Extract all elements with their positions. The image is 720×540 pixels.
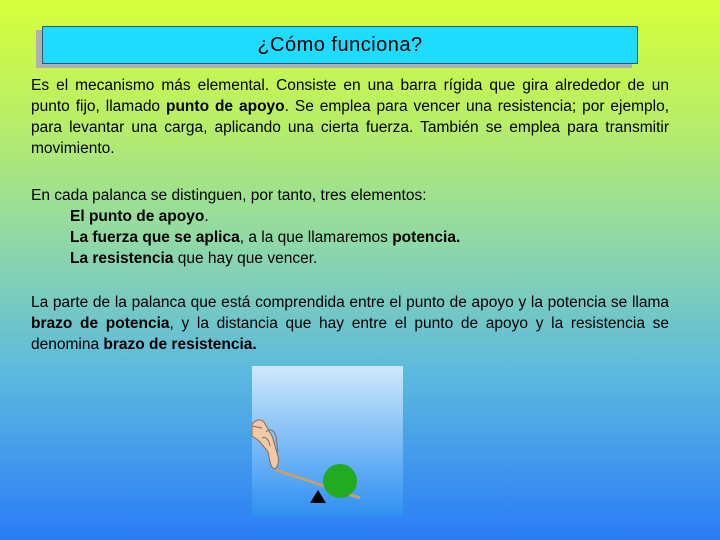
- title-box: [42, 26, 638, 64]
- element-fulcrum-bold: El punto de apoyo: [70, 208, 205, 225]
- element-item-fulcrum: [31, 206, 669, 227]
- element-resistance-rest: que hay que vencer.: [173, 250, 318, 267]
- element-resistance-bold: La resistencia: [70, 250, 174, 267]
- lever-diagram: [252, 366, 403, 517]
- arms-bold-power: brazo de potencia: [31, 315, 170, 332]
- resistance-ball: [323, 464, 357, 498]
- element-item-force: [31, 227, 669, 248]
- element-force-bold: La fuerza que se aplica: [70, 229, 240, 246]
- arms-text-b: , y la distancia que hay entre el punto de apoyo y la resistencia se denomina: [31, 315, 669, 353]
- paragraph-elements: [31, 185, 669, 269]
- fulcrum-triangle: [310, 490, 326, 503]
- arms-text-a: La parte de la palanca que está comprendida entre el punto de apoyo y la potencia se llama: [31, 294, 669, 311]
- elements-intro: En cada palanca se distinguen, por tanto, tres elementos:: [31, 187, 427, 204]
- pointing-hand-icon: [252, 420, 278, 469]
- element-force-bold2: potencia.: [392, 229, 461, 246]
- definition-text-a: Es el mecanismo más elemental. Consiste en una barra rígida que gira alrededor de un punto fijo, llamado: [31, 77, 669, 115]
- arms-bold-resistance: brazo de resistencia.: [103, 336, 257, 353]
- element-fulcrum-rest: .: [204, 208, 209, 225]
- element-item-resistance: [31, 248, 669, 269]
- definition-text-b: . Se emplea para vencer una resistencia; por ejemplo, para levantar una carga, aplicando una cierta fuerza. También se emplea para transmitir movimiento.: [31, 98, 670, 157]
- page-title: ¿Cómo funciona?: [257, 33, 423, 56]
- definition-bold-fulcrum: punto de apoyo: [166, 98, 285, 115]
- element-force-mid: , a la que llamaremos: [239, 229, 393, 246]
- lever-illustration: [252, 366, 403, 517]
- paragraph-definition: [31, 75, 669, 159]
- paragraph-arms: [31, 292, 669, 355]
